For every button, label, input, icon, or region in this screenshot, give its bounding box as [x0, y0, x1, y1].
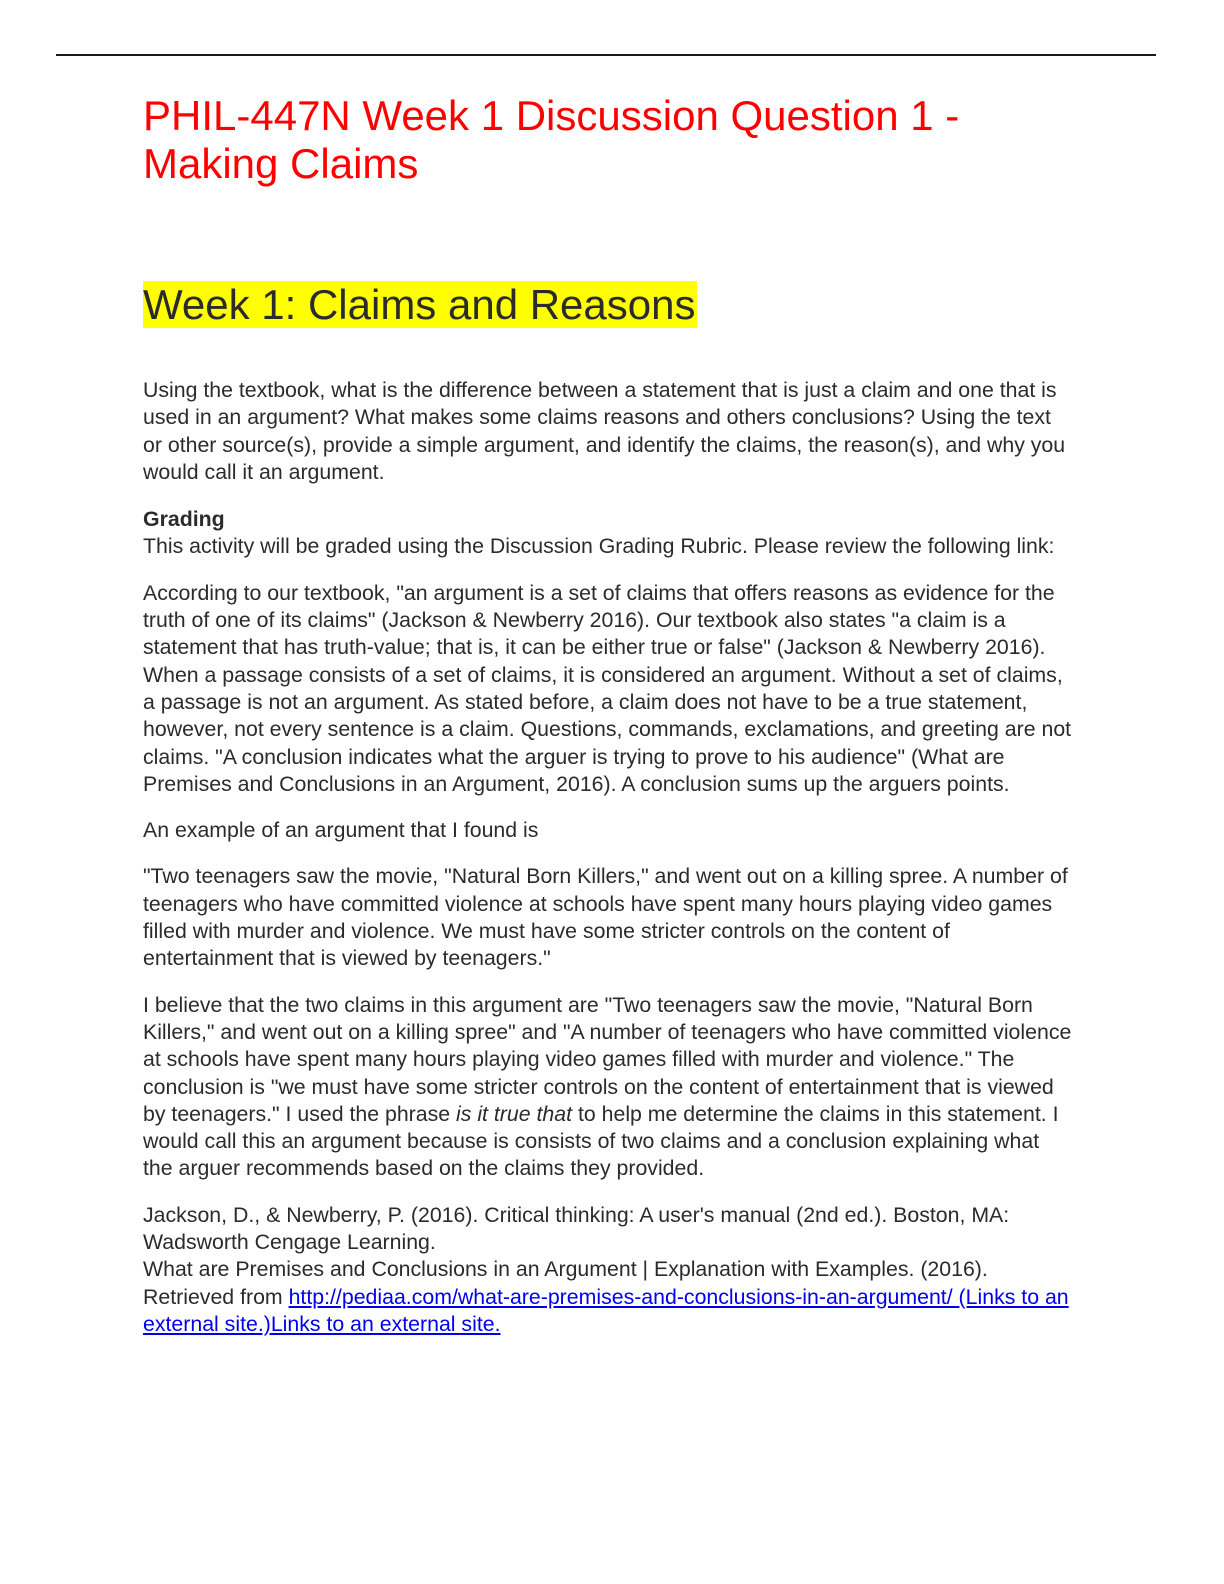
reference-jackson: Jackson, D., & Newberry, P. (2016). Critical thinking: A user's manual (2nd ed.). Boston, MA: Wadsworth Cengage Learning.	[143, 1202, 1010, 1255]
header-rule	[56, 54, 1156, 56]
analysis-text-start: I believe that the two claims in this argument are "Two teenagers saw the movie, "Natural Born Killers," and went out on a killing spree" and "A number of teenagers who have committed violence at schools have spent many hours playing video games filled with murder and violence." The conclusion is "we must have some stricter controls on the content of entertainment that is viewed by teenagers." I used the phrase	[143, 992, 1072, 1126]
reference-pediaa	[143, 1256, 1073, 1338]
analysis-text-end: to help me determine the claims in this statement. I would call this an argument because is consists of two claims and a conclusion explaining what the arguer recommends based on the claims they provided.	[143, 1101, 1059, 1181]
external-reference-link[interactable]: http://pediaa.com/what-are-premises-and-conclusions-in-an-argument/ (Links to an external site.)Links to an external site.	[143, 1284, 1069, 1336]
document-title: PHIL-447N Week 1 Discussion Question 1 - Making Claims	[143, 92, 960, 187]
reference-pediaa-text: What are Premises and Conclusions in an Argument | Explanation with Examples. (2016). Retrieved from	[143, 1257, 988, 1309]
answer-paragraph: According to our textbook, "an argument is a set of claims that offers reasons as evidence for the truth of one of its claims" (Jackson & Newberry 2016). Our textbook also states "a claim is a statement that has truth-value; that is, it can be either true or false" (Jackson & Newberry 2016). When a passage consists of a set of claims, it is considered an argument. Without a set of claims, a passage is not an argument. As stated before, a claim does not have to be a true statement, however, not every sentence is a claim. Questions, commands, exclamations, and greeting are not claims. "A conclusion indicates what the arguer is trying to prove to his audience" (What are Premises and Conclusions in an Argument, 2016). A conclusion sums up the arguers points.	[143, 580, 1072, 796]
highlighted-heading-text: Week 1: Claims and Reasons	[143, 281, 696, 328]
example-quote: "Two teenagers saw the movie, "Natural Born Killers," and went out on a killing spree. A number of teenagers who have committed violence at schools have spent many hours playing video games filled with murder and violence. We must have some stricter controls on the content of entertainment that is viewed by teenagers."	[143, 864, 1068, 971]
document-body	[143, 92, 1073, 1338]
section-heading	[143, 280, 1073, 330]
analysis-paragraph	[143, 992, 1073, 1183]
grading-text: This activity will be graded using the Discussion Grading Rubric. Please review the following link:	[143, 534, 1055, 559]
example-intro: An example of an argument that I found is	[143, 818, 539, 843]
grading-label: Grading	[143, 507, 225, 532]
analysis-italic-phrase: is it true that	[456, 1101, 573, 1126]
discussion-prompt: Using the textbook, what is the difference between a statement that is just a claim and one that is used in an argument? What makes some claims reasons and others conclusions? Using the text or other source(s), provide a simple argument, and identify the claims, the reason(s), and why you would call it an argument.	[143, 378, 1066, 484]
